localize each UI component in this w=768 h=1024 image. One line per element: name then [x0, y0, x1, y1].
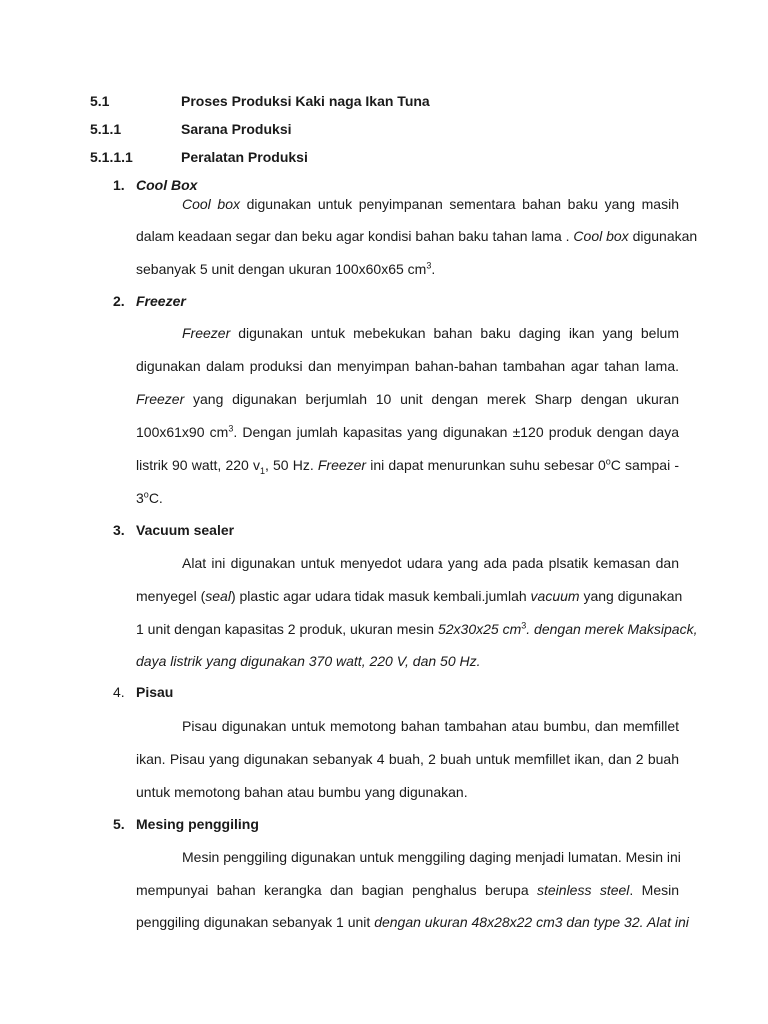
paragraph-line	[136, 652, 679, 670]
list-item-title-vacuum-sealer	[113, 521, 234, 539]
italic-term: 52x30x25 cm	[437, 621, 522, 637]
section-title: Sarana Produksi	[181, 121, 292, 137]
list-item-label: Mesing penggiling	[136, 816, 259, 832]
text-run: Pisau digunakan untuk memotong bahan tambahan atau bumbu, dan memfillet	[182, 718, 679, 734]
italic-term: dengan ukuran 48x28x22 cm3 dan type 32. Alat ini	[374, 914, 689, 930]
text-run: menyegel (	[136, 588, 206, 604]
superscript: o	[605, 456, 611, 467]
section-heading-5-1	[90, 92, 430, 110]
paragraph-line	[136, 750, 679, 768]
list-item-number: 2.	[113, 293, 125, 309]
text-run: digunakan untuk penyimpanan sementara bahan baku yang masih	[239, 196, 679, 212]
subscript: 1	[259, 465, 265, 476]
list-item-number: 4.	[113, 684, 125, 700]
italic-term: Cool box	[573, 228, 629, 244]
paragraph-line	[136, 260, 679, 278]
text-run: Alat ini digunakan untuk menyedot udara yang ada pada plsatik kemasan dan	[182, 555, 679, 571]
italic-term: . dengan merek Maksipack,	[526, 621, 698, 637]
paragraph-line	[182, 195, 679, 213]
text-run: mempunyai bahan kerangka dan bagian penghalus berupa	[136, 882, 537, 898]
text-run: ) plastic agar udara tidak masuk kembali.jumlah	[230, 588, 531, 604]
superscript: o	[143, 489, 149, 500]
text-run: Mesin penggiling digunakan untuk menggiling daging menjadi lumatan. Mesin ini	[182, 849, 681, 865]
list-item-label: Cool Box	[136, 177, 198, 193]
text-run: , 50 Hz.	[264, 457, 318, 473]
text-run: . Dengan jumlah kapasitas yang digunakan ±120 produk dengan daya	[233, 424, 679, 440]
text-run: .	[431, 261, 436, 277]
italic-term: steinless steel	[537, 882, 630, 898]
paragraph-line	[136, 423, 679, 441]
section-number: 5.1	[90, 93, 110, 109]
list-item-number: 1.	[113, 177, 125, 193]
section-number: 5.1.1	[90, 121, 122, 137]
list-item-title-cool-box	[113, 176, 197, 194]
text-run: digunakan dalam produksi dan menyimpan bahan-bahan tambahan agar tahan lama.	[136, 358, 679, 374]
section-heading-5-1-1-1	[90, 148, 308, 166]
italic-term: Freezer	[317, 457, 367, 473]
paragraph-line	[136, 489, 679, 507]
superscript: 3	[426, 260, 432, 271]
section-title: Peralatan Produksi	[181, 149, 308, 165]
superscript: 3	[228, 423, 234, 434]
text-run: . Mesin	[629, 882, 679, 898]
paragraph-line	[136, 913, 689, 931]
text-run: 100x61x90 cm	[136, 424, 229, 440]
paragraph-line	[136, 620, 698, 638]
paragraph-line	[136, 456, 679, 474]
text-run: yang digunakan	[579, 588, 683, 604]
paragraph-line	[136, 390, 679, 408]
text-run: C sampai -	[610, 457, 679, 473]
list-item-label: Pisau	[136, 684, 174, 700]
superscript: 3	[521, 620, 527, 631]
text-run: untuk memotong bahan atau bumbu yang digunakan.	[136, 784, 468, 800]
italic-term: seal	[205, 588, 231, 604]
text-run: yang digunakan berjumlah 10 unit dengan merek Sharp dengan ukuran	[184, 391, 679, 407]
list-item-title-freezer	[113, 292, 186, 310]
paragraph-line	[182, 554, 679, 572]
paragraph-line	[182, 717, 679, 735]
section-number: 5.1.1.1	[90, 149, 133, 165]
italic-term: Freezer	[136, 391, 185, 407]
text-run: digunakan	[628, 228, 698, 244]
italic-term: vacuum	[530, 588, 580, 604]
list-item-title-pisau	[113, 683, 173, 701]
text-run: ikan. Pisau yang digunakan sebanyak 4 buah, 2 buah untuk memfillet ikan, dan 2 buah	[136, 751, 679, 767]
text-run: 3	[136, 490, 144, 506]
text-run: C.	[148, 490, 163, 506]
italic-term: Cool box	[182, 196, 240, 212]
text-run: dalam keadaan segar dan beku agar kondisi bahan baku tahan lama .	[136, 228, 574, 244]
paragraph-line	[136, 587, 683, 605]
list-item-label: Vacuum sealer	[136, 522, 235, 538]
paragraph-line	[182, 848, 679, 866]
list-item-number: 3.	[113, 522, 125, 538]
list-item-title-mesing-penggiling	[113, 815, 259, 833]
text-run: digunakan untuk mebekukan bahan baku daging ikan yang belum	[230, 325, 679, 341]
text-run: sebanyak 5 unit dengan ukuran 100x60x65 cm	[136, 261, 427, 277]
italic-term: daya listrik yang digunakan 370 watt, 220 V, dan 50 Hz.	[136, 653, 481, 669]
list-item-number: 5.	[113, 816, 125, 832]
paragraph-line	[136, 357, 679, 375]
list-item-label: Freezer	[136, 293, 186, 309]
section-title: Proses Produksi Kaki naga Ikan Tuna	[181, 93, 430, 109]
text-run: 1 unit dengan kapasitas 2 produk, ukuran mesin	[136, 621, 438, 637]
paragraph-line	[136, 881, 679, 899]
text-run: listrik 90 watt, 220 v	[136, 457, 260, 473]
section-heading-5-1-1	[90, 120, 292, 138]
paragraph-line	[182, 324, 679, 342]
paragraph-line	[136, 227, 698, 245]
paragraph-line	[136, 783, 679, 801]
italic-term: Freezer	[182, 325, 231, 341]
text-run: ini dapat menurunkan suhu sebesar 0	[366, 457, 606, 473]
text-run: penggiling digunakan sebanyak 1 unit	[136, 914, 375, 930]
